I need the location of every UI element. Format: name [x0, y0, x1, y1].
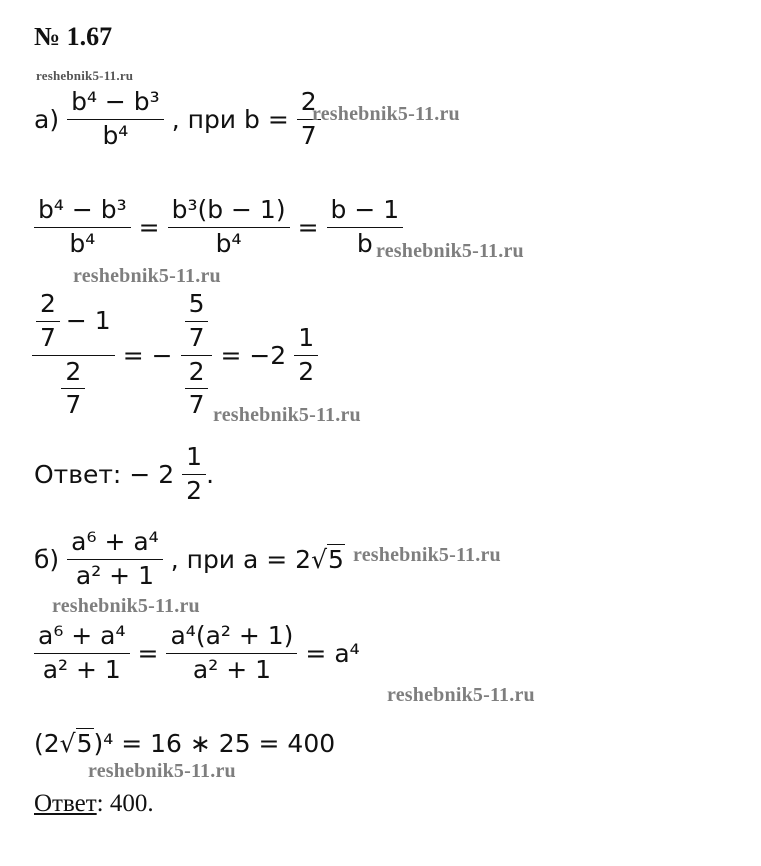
part-b-condition: , при a = 2	[170, 544, 312, 574]
watermark: reshebnik5-11.ru	[376, 240, 524, 262]
denominator: 7	[300, 120, 317, 150]
denominator: 7	[65, 390, 82, 420]
minus-one: − 1	[65, 305, 111, 335]
part-a-answer	[34, 443, 214, 506]
denominator: b	[356, 228, 373, 258]
fraction	[61, 358, 85, 421]
numerator: 1	[186, 442, 203, 471]
watermark: reshebnik5-11.ru	[387, 684, 535, 706]
numerator: 2	[300, 87, 317, 116]
fraction	[166, 622, 297, 685]
watermark: reshebnik5-11.ru	[312, 103, 460, 125]
numerator: a⁴(a² + 1)	[170, 621, 294, 650]
part-b-label: б)	[34, 544, 60, 574]
part-a-step2	[32, 290, 318, 420]
numerator: 2	[188, 356, 205, 386]
fraction	[34, 196, 131, 259]
fraction	[36, 290, 60, 353]
answer-fraction	[182, 443, 206, 506]
denominator: a² + 1	[75, 560, 154, 590]
watermark: reshebnik5-11.ru	[73, 265, 221, 287]
step-suffix: )⁴ = 16 ∗ 25 = 400	[93, 729, 336, 758]
answer-label: Ответ	[34, 790, 97, 817]
answer-dot: .	[206, 459, 215, 489]
sqrt-radicand: 5	[76, 729, 93, 758]
part-b-answer	[34, 790, 154, 818]
denominator: 7	[188, 390, 205, 420]
watermark: reshebnik5-11.ru	[88, 760, 236, 782]
numerator: 1	[298, 322, 315, 352]
sqrt-radicand: 5	[328, 544, 344, 574]
watermark: reshebnik5-11.ru	[353, 544, 501, 566]
part-a-expression	[67, 88, 164, 151]
numerator: 5	[188, 289, 205, 318]
denominator: b⁴	[102, 120, 129, 150]
answer-value: : 400.	[96, 790, 154, 817]
result: = a⁴	[305, 638, 360, 668]
denominator: a² + 1	[192, 654, 271, 684]
numerator: 2	[65, 356, 82, 386]
fraction	[168, 196, 290, 259]
equals-minus: = −	[122, 340, 173, 370]
mixed-fraction	[294, 324, 318, 387]
fraction	[185, 290, 209, 353]
numerator: 2	[40, 289, 56, 318]
numerator: a⁶ + a⁴	[71, 527, 159, 556]
watermark: reshebnik5-11.ru	[52, 595, 200, 617]
part-b-step2: (2√5)⁴ = 16 ∗ 25 = 400	[34, 729, 336, 758]
part-b-statement: б) $\frac{\text{a⁶ + a⁴}}{\text{a² + 1}}$ , при a = 2√5	[34, 527, 344, 590]
denominator: b⁴	[215, 228, 242, 258]
watermark: reshebnik5-11.ru	[36, 68, 134, 83]
answer-label: Ответ:	[34, 459, 122, 489]
denominator: 7	[40, 322, 56, 352]
numerator: b⁴ − b³	[71, 87, 160, 116]
part-a-label: а)	[34, 104, 60, 134]
watermark: reshebnik5-11.ru	[213, 404, 361, 426]
part-a-statement	[34, 88, 321, 151]
denominator: 7	[188, 322, 205, 352]
part-b-expression	[67, 528, 163, 591]
fraction	[185, 358, 209, 421]
equals-result: = −2	[220, 340, 287, 370]
problem-number: № 1.67	[34, 22, 113, 51]
denominator: 2	[186, 475, 203, 505]
fraction	[34, 622, 130, 685]
part-b-step1: $\frac{\text{a⁶ + a⁴}}{\text{a² + 1}}$ = $\frac{\text{a⁴(a² + 1)}}{\text{a² + 1}}$ = a⁴	[34, 622, 360, 685]
step-prefix: (2	[34, 729, 60, 758]
part-a-condition: , при b =	[171, 104, 289, 134]
denominator: 2	[298, 356, 315, 386]
numerator: b³(b − 1)	[171, 195, 286, 224]
complex-fraction	[32, 290, 115, 420]
denominator: b⁴	[69, 228, 96, 258]
denominator: a² + 1	[42, 654, 121, 684]
numerator: a⁶ + a⁴	[38, 621, 126, 650]
numerator: b − 1	[330, 195, 400, 224]
numerator: b⁴ − b³	[38, 195, 127, 224]
part-a-step1: $\frac{\text{b⁴ − b³}}{\text{b⁴}}$ = $\frac{\text{b³(b − 1)}}{\text{b⁴}}$ = $\frac{b - 1}{b}$	[34, 196, 403, 259]
complex-fraction	[181, 290, 213, 420]
answer-value: − 2	[129, 459, 175, 489]
